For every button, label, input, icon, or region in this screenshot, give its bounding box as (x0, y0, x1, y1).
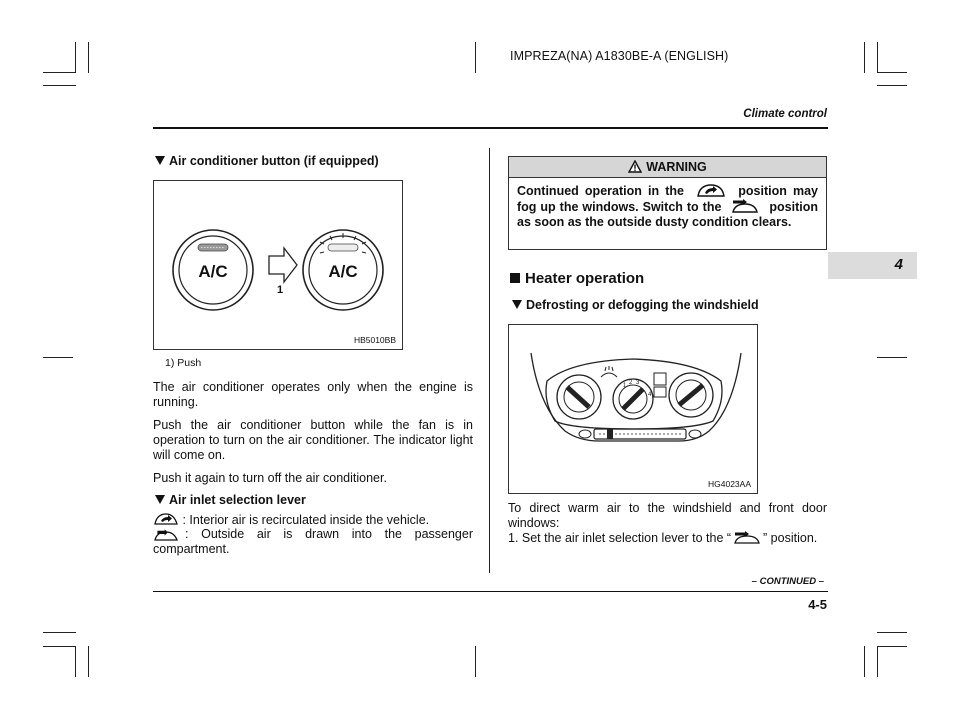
outside-air-line (153, 527, 473, 557)
ac-paragraph-1: The air conditioner operates only when the engine is running. (153, 380, 473, 409)
outside-air-icon (153, 528, 179, 542)
warning-text-part3: position as soon as the outside dusty condition clears. (517, 200, 818, 229)
section-title: Climate control (743, 108, 827, 120)
ac-paragraph-2: Push the air conditioner button while the fan is in operation to turn on the air conditioner. The indicator light will come on. (153, 418, 473, 462)
figure-caption: 1) Push (165, 357, 202, 369)
warning-text-part2: position may fog up the windows. Switch to the (517, 184, 819, 214)
column-divider (489, 148, 490, 573)
warning-text-part1: Continued operation in the (517, 184, 684, 198)
triangle-bullet-icon (155, 495, 165, 504)
ac-paragraph-3: Push it again to turn off the air conditioner. (153, 471, 387, 485)
figure-code: HB5010BB (353, 335, 396, 345)
ac-button-illustration (154, 181, 402, 349)
triangle-bullet-icon (512, 300, 522, 309)
triangle-bullet-icon (155, 156, 165, 165)
heater-paragraph-1: To direct warm air to the windshield and front door windows: (508, 501, 827, 530)
ac-label-on: A/C (328, 262, 358, 281)
defrost-heading (512, 298, 759, 312)
defrost-heading-text: Defrosting or defogging the windshield (526, 298, 759, 312)
heater-operation-heading (510, 270, 644, 287)
figure-code: HG4023AA (708, 479, 751, 489)
heater-heading-text: Heater operation (525, 270, 645, 287)
square-bullet-icon (510, 273, 520, 283)
svg-text:1: 1 (623, 383, 627, 389)
recirculation-icon (153, 512, 179, 526)
ac-label-off: A/C (198, 262, 228, 281)
svg-text:3: 3 (636, 380, 640, 386)
step1-text-b: ” position. (763, 531, 818, 545)
document-id: IMPREZA(NA) A1830BE-A (ENGLISH) (510, 49, 729, 63)
svg-text:4: 4 (648, 392, 652, 398)
outside-air-icon (733, 531, 761, 544)
recirculation-icon (695, 183, 727, 197)
svg-text:2: 2 (629, 380, 633, 386)
footer-rule (153, 591, 828, 592)
recirculation-text: : Interior air is recirculated inside the vehicle. (182, 513, 430, 527)
recirculation-line (153, 512, 473, 528)
step1-text-a: 1. Set the air inlet selection lever to the “ (508, 531, 732, 545)
ac-button-figure (153, 180, 403, 350)
outside-air-text: : Outside air is drawn into the passenger compartment. (153, 527, 473, 556)
callout-1: 1 (276, 284, 284, 296)
warning-icon (628, 160, 642, 173)
outside-air-icon (730, 199, 760, 213)
defrost-icon (601, 366, 617, 377)
warning-box (508, 156, 827, 250)
heater-panel-figure (508, 324, 758, 494)
warning-title: WARNING (646, 160, 707, 174)
chapter-tab (828, 252, 917, 279)
warning-text (509, 178, 826, 230)
air-inlet-heading-text: Air inlet selection lever (169, 493, 306, 507)
air-inlet-heading (155, 493, 306, 507)
continued-note: – CONTINUED – (751, 576, 824, 587)
page-number: 4-5 (808, 597, 827, 612)
ac-button-heading (155, 154, 379, 168)
header-rule (153, 127, 828, 129)
heater-step-1 (508, 531, 827, 546)
ac-heading-text: Air conditioner button (if equipped) (169, 154, 379, 168)
warning-header (509, 157, 826, 178)
heater-panel-illustration (509, 325, 757, 493)
chapter-number: 4 (894, 256, 903, 273)
